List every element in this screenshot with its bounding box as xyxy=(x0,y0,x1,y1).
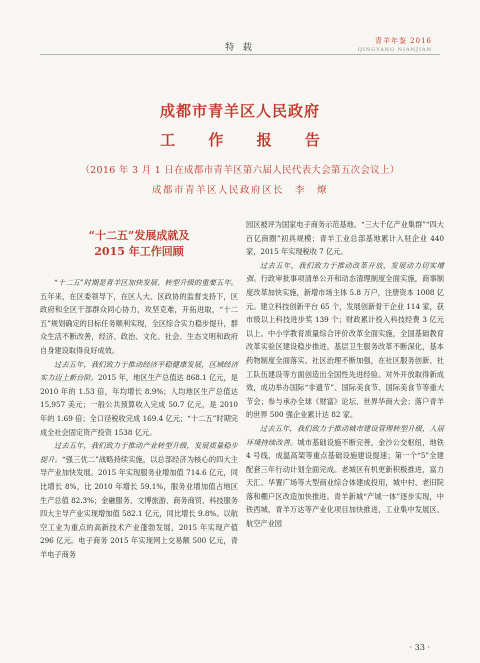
section-heading xyxy=(40,228,238,260)
paragraph-lead: 过去五年，我们致力于推动产业转型升级，发展质量稳步提升。 xyxy=(40,441,238,464)
brand-pinyin: QINGYANG NIANJIAN xyxy=(357,47,432,53)
report-meta: （2016 年 3 月 1 日在成都市青羊区第六届人民代表大会第五次会议上） xyxy=(80,165,400,176)
paragraph xyxy=(246,422,444,531)
paragraph-lead: “十二五”时期是青羊区加快发展、转型升级的重要五年。 xyxy=(54,278,238,287)
report-title: 成都市青羊区人民政府 xyxy=(159,102,320,120)
paragraph xyxy=(40,439,238,561)
yearbook-brand xyxy=(358,36,432,53)
paragraph-lead: 过去五年，我们致力于推动经济平稳健康发展，区域经济实力迈上新台阶。 xyxy=(40,359,238,383)
paragraph: 园区被评为国家电子商务示范基地。“三大千亿产业集群”“四大百亿商圈”初具规模；青羊工业总部基地累计入驻企业 440 家，2015 年实现税收 7 亿元。 xyxy=(246,220,444,257)
left-column xyxy=(40,218,238,561)
report-subtitle: 工 作 报 告 xyxy=(160,131,334,149)
section-heading-line2: 2015 年工作回顾 xyxy=(94,245,184,258)
paragraph-body: “强三优二”战略持续实施，以总部经济为核心的四大主导产业加快发展。2015 年实现服务业增加值 714.6 亿元，同比增长 8%，比 2010 年增长 59.1%，服务业增加值占地区生产总值 82.3%；金融服务、文博旅游、商务商贸、科技服务四大主导产业实现增加值 582.1 亿元，同比增长 9.8%。以航空工业为重点的高新技术产业蓬勃发展，2015 年实现产值 296 亿元。电子商务 2015 年实现网上交易额 500 亿元，青羊电子商务 xyxy=(40,454,238,559)
section-heading-line1: “十二五”发展成就及 xyxy=(88,229,190,242)
section-label: 特 载 xyxy=(225,43,255,53)
page-header xyxy=(0,0,480,60)
paragraph-body: 行政审批事项清单公开和动态清理制度全面实施，商事制度改革加快实施，新增市场主体 5.8 万户，注册资本 1008 亿元。建立科技创新平台 65 个，发展创新骨干企业 114 家，获市级以上科技进步奖 139 个；财政累计投入科技经费 3 亿元以上。中小学教育质量综合评价改革全面实施，全国基础教育改革实验区建设稳步推进。基层卫生服务改革不断深化，基本药物制度全面落实。社区治理不断加强，在社区服务创新、社工队伍建设等方面创造出全国性先进经验。对外开放取得新成效，成功举办国际“非遗节”、国际美食节、国际美食节等重大节会；参与承办全球《财富》论坛、世界华商大会；落户青羊的世界 500 强企业累计达 82 家。 xyxy=(246,274,444,420)
paragraph xyxy=(246,259,444,422)
paragraph-body: 五年来，在区委领导下，在区人大、区政协的监督支持下，区政府和全区干部群众同心协力，攻坚克难，开拓进取，“十二五”规划确定的目标任务顺利实现，全区综合实力稳步提升，群众生活不断改善，经济、政治、文化、社会、生态文明和政府自身建设取得良好成效。 xyxy=(40,291,238,355)
paragraph-body: 2015 年，地区生产总值达 868.1 亿元，是 2010 年的 1.53 倍，年均增长 8.9%；人均地区生产总值达 15,957 美元；一般公共预算收入完成 50.7 亿元，是 2010 年的 1.69 倍；全口径税收完成 169.4 亿元；“十二五”时期完成全社会固定资产投资 1538 亿元。 xyxy=(40,373,238,437)
report-author: 成都市青羊区人民政府区长 李 燎 xyxy=(151,185,328,196)
paragraph xyxy=(40,276,238,358)
header-divider xyxy=(40,54,440,55)
paragraph-lead: 过去五年，我们致力于推动城市建设管理转型升级，人居环境持续改善。 xyxy=(246,423,444,447)
right-column xyxy=(246,218,444,531)
brand-title: 青羊年鉴 2016 xyxy=(374,37,432,45)
paragraph-body: 城市基础设施不断完善，金沙公交枢纽，地铁 4 号线、成温高架等重点基础设施建设提速；第一个“5”全建配套三年行动计划全面完成。老城区有机更新积极推进，富力天汇、华置广场等大型商业综合体建成投用，城中村、老旧院落和棚户区改造加快推进。青羊新城“产城一体”逐步实现，中铁西城、青羊万达等产业化项目加快推进，工业集中发展区、航空产业园 xyxy=(246,437,444,529)
paragraph xyxy=(40,358,238,440)
paragraph-lead: 过去五年，我们致力于推动改革开放，发展动力切实增强。 xyxy=(246,260,444,284)
page-number: · 33 · xyxy=(409,643,430,652)
report-title-block xyxy=(0,100,480,196)
